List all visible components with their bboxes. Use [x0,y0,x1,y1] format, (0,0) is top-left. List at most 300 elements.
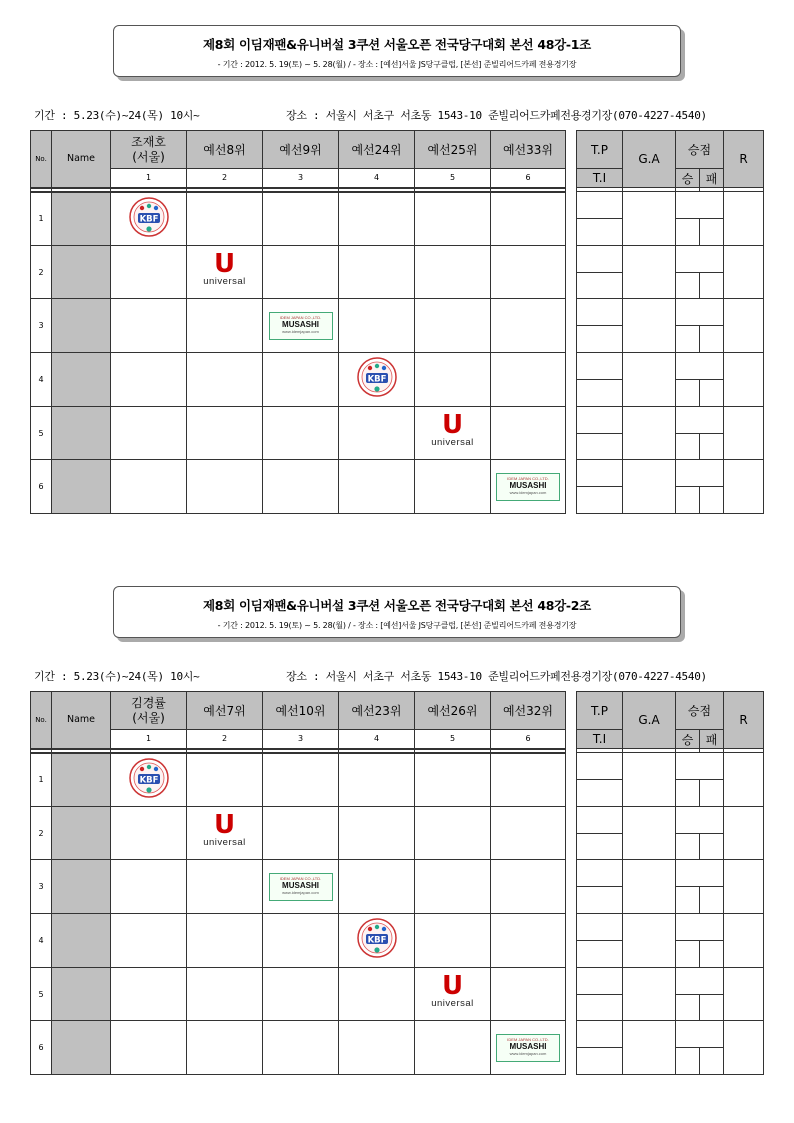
loss-cell[interactable] [700,994,724,1021]
table-row [31,753,566,807]
ga-cell[interactable] [623,299,676,353]
score-cell[interactable] [263,967,339,1021]
score-cell[interactable] [111,1021,187,1075]
tp-cell[interactable] [577,753,623,780]
header-ga: G.A [623,692,676,749]
universal-logo-text: universal [431,998,474,1010]
player-name: 예선33위 [502,143,554,157]
musashi-logo-company: IDEM JAPAN CO.,LTD. [507,475,549,481]
score-cell[interactable] [415,192,491,246]
player-region: (서울) [132,710,165,725]
diagonal-logo-cell [491,1021,566,1075]
score-cell[interactable] [187,299,263,353]
points-cell[interactable] [676,245,724,272]
header-record: 승점 [676,692,724,730]
musashi-logo-company: IDEM JAPAN CO.,LTD. [279,314,322,320]
row-number: 3 [31,860,52,914]
musashi-logo [269,312,333,340]
row-name-cell[interactable] [52,192,111,246]
tp-cell[interactable] [577,806,623,833]
score-cell[interactable] [339,753,415,807]
loss-cell[interactable] [700,833,724,860]
score-cell[interactable] [491,806,566,860]
rank-cell[interactable] [724,860,764,914]
score-cell[interactable] [339,967,415,1021]
row-name-cell[interactable] [52,1021,111,1075]
musashi-logo-text: MUSASHI [509,1041,547,1051]
table-row [31,299,566,353]
score-cell[interactable] [339,192,415,246]
points-cell[interactable] [676,192,724,219]
header-loss: 패 [700,730,724,749]
ga-cell[interactable] [623,245,676,299]
ti-cell[interactable] [577,326,623,353]
player-name: 조재호 [131,134,166,149]
header-player-2 [187,692,263,730]
header-win: 승 [676,169,700,188]
loss-cell[interactable] [700,272,724,299]
loss-cell[interactable] [700,433,724,460]
universal-logo-text: universal [203,276,246,288]
musashi-logo-text: MUSASHI [509,480,547,490]
stats-row [577,299,764,326]
table-row [31,860,566,914]
player-name: 예선26위 [427,704,478,718]
stats-row [577,192,764,219]
kbf-logo-text: KBF [367,374,386,385]
group-title: 제8회 이딤재팬&유니버설 3쿠션 서울오픈 전국당구대회 본선 48강-2조 [203,598,591,613]
row-name-cell[interactable] [52,299,111,353]
header-no: No. [31,692,52,749]
rank-cell[interactable] [724,753,764,807]
score-cell[interactable] [187,192,263,246]
score-cell[interactable] [111,806,187,860]
ga-cell[interactable] [623,460,676,514]
venue-info: 장소 : 서울시 서초구 서초동 1543-10 준빌리어드카페전용경기장(070-4227-4540) [286,109,707,122]
universal-logo-mark: U [441,410,464,441]
player-name: 예선24위 [351,143,402,157]
score-cell[interactable] [415,806,491,860]
tp-cell[interactable] [577,245,623,272]
points-cell[interactable] [676,406,724,433]
venue-info: 장소 : 서울시 서초구 서초동 1543-10 준빌리어드카페전용경기장(070-4227-4540) [286,670,707,683]
player-region: (서울) [132,149,165,164]
loss-cell[interactable] [700,218,724,245]
row-name-cell[interactable] [52,406,111,460]
stats-row [577,460,764,487]
universal-logo-mark: U [213,810,236,841]
score-cell[interactable] [187,406,263,460]
diagonal-logo-cell [187,806,263,860]
header-ga: G.A [623,131,676,188]
points-cell[interactable] [676,353,724,380]
row-number: 5 [31,967,52,1021]
score-cell[interactable] [415,245,491,299]
player-name: 예선7위 [203,704,246,718]
universal-logo [423,410,483,453]
stats-row [577,860,764,887]
musashi-logo-text: MUSASHI [282,880,319,890]
row-name-cell[interactable] [52,806,111,860]
score-cell[interactable] [187,967,263,1021]
table-row [31,353,566,407]
row-name-cell[interactable] [52,753,111,807]
loss-cell[interactable] [700,887,724,914]
header-number-1: 1 [111,730,187,749]
points-cell[interactable] [676,460,724,487]
points-cell[interactable] [676,860,724,887]
ti-cell[interactable] [577,433,623,460]
loss-cell[interactable] [700,487,724,514]
tp-cell[interactable] [577,1021,623,1048]
score-cell[interactable] [491,406,566,460]
player-name: 예선32위 [502,704,554,718]
period-info: 기간 : 5.23(수)~24(목) 10시~ [34,109,200,122]
ga-cell[interactable] [623,1021,676,1075]
header-name: Name [52,692,111,749]
header-number-3: 3 [263,730,339,749]
diagonal-logo-cell [339,353,415,407]
score-cell[interactable] [339,860,415,914]
score-cell[interactable] [187,914,263,968]
table-row [31,914,566,968]
header-number-1: 1 [111,169,187,188]
score-cell[interactable] [339,245,415,299]
kbf-logo-icon [357,357,397,397]
win-cell[interactable] [676,272,700,299]
score-cell[interactable] [491,192,566,246]
diagonal-logo-cell [415,967,491,1021]
diagonal-logo-cell [491,460,566,514]
header-player-5 [415,692,491,730]
score-cell[interactable] [339,806,415,860]
header-player-6 [491,692,566,730]
diagonal-logo-cell [263,299,339,353]
stats-row [577,753,764,780]
ti-cell[interactable] [577,940,623,967]
rank-cell[interactable] [724,1021,764,1075]
score-cell[interactable] [263,353,339,407]
ga-cell[interactable] [623,406,676,460]
header-win: 승 [676,730,700,749]
win-cell[interactable] [676,487,700,514]
universal-logo [195,810,255,853]
points-cell[interactable] [676,753,724,780]
ti-cell[interactable] [577,1048,623,1075]
score-cell[interactable] [491,860,566,914]
rank-cell[interactable] [724,299,764,353]
stats-grid [576,691,764,1075]
row-number: 4 [31,353,52,407]
score-cell[interactable] [263,753,339,807]
stats-row [577,806,764,833]
match-grid [30,691,566,1075]
header-player-3 [263,692,339,730]
diagonal-logo-cell [339,914,415,968]
score-cell[interactable] [415,460,491,514]
ga-cell[interactable] [623,353,676,407]
header-player-3 [263,131,339,169]
rank-cell[interactable] [724,406,764,460]
header-player-6 [491,131,566,169]
ti-cell[interactable] [577,487,623,514]
row-number: 3 [31,299,52,353]
row-number: 4 [31,914,52,968]
header-number-2: 2 [187,730,263,749]
header-player-4 [339,692,415,730]
tp-cell[interactable] [577,860,623,887]
ga-cell[interactable] [623,753,676,807]
score-cell[interactable] [111,460,187,514]
header-player-1 [111,692,187,730]
kbf-logo-text: KBF [139,775,158,786]
rank-cell[interactable] [724,353,764,407]
win-cell[interactable] [676,326,700,353]
row-number: 6 [31,1021,52,1075]
table-row [31,192,566,246]
win-cell[interactable] [676,833,700,860]
score-cell[interactable] [491,914,566,968]
score-cell[interactable] [187,753,263,807]
score-cell[interactable] [339,1021,415,1075]
tp-cell[interactable] [577,967,623,994]
score-cell[interactable] [339,406,415,460]
loss-cell[interactable] [700,1048,724,1075]
score-cell[interactable] [263,192,339,246]
score-cell[interactable] [263,1021,339,1075]
points-cell[interactable] [676,806,724,833]
group-subtitle: - 기간 : 2012. 5. 19(토) ~ 5. 28(월) / - 장소 : [예선]서울 JS당구클럽, [본선] 준빌리어드카페 전용경기장 [217,60,577,69]
ga-cell[interactable] [623,806,676,860]
ga-cell[interactable] [623,192,676,246]
win-cell[interactable] [676,940,700,967]
period-info: 기간 : 5.23(수)~24(목) 10시~ [34,670,200,683]
points-cell[interactable] [676,299,724,326]
table-row [31,460,566,514]
score-cell[interactable] [187,460,263,514]
header-player-4 [339,131,415,169]
diagonal-logo-cell [111,192,187,246]
match-grid [30,130,566,514]
musashi-logo [269,873,333,901]
ti-cell[interactable] [577,833,623,860]
score-cell[interactable] [111,914,187,968]
table-row [31,806,566,860]
ga-cell[interactable] [623,914,676,968]
tp-cell[interactable] [577,406,623,433]
rank-cell[interactable] [724,914,764,968]
rank-cell[interactable] [724,460,764,514]
header-ti: T.I [577,730,623,749]
score-cell[interactable] [111,245,187,299]
table-row [31,406,566,460]
player-name: 예선23위 [351,704,402,718]
score-cell[interactable] [339,460,415,514]
score-cell[interactable] [491,753,566,807]
musashi-logo-company: IDEM JAPAN CO.,LTD. [507,1036,549,1042]
header-number-3: 3 [263,169,339,188]
score-cell[interactable] [111,353,187,407]
win-cell[interactable] [676,994,700,1021]
ti-cell[interactable] [577,218,623,245]
diagonal-logo-cell [263,860,339,914]
musashi-logo-text: MUSASHI [282,319,319,329]
musashi-logo-company: IDEM JAPAN CO.,LTD. [279,875,322,881]
stats-row [577,245,764,272]
header-rank: R [724,692,764,749]
table-row [31,1021,566,1075]
score-cell[interactable] [187,1021,263,1075]
loss-cell[interactable] [700,779,724,806]
header-rank: R [724,131,764,188]
points-cell[interactable] [676,914,724,941]
score-cell[interactable] [263,806,339,860]
win-cell[interactable] [676,379,700,406]
row-name-cell[interactable] [52,967,111,1021]
stats-row [577,967,764,994]
score-cell[interactable] [111,860,187,914]
score-cell[interactable] [111,967,187,1021]
ti-cell[interactable] [577,994,623,1021]
universal-logo-text: universal [431,437,474,449]
rank-cell[interactable] [724,245,764,299]
tp-cell[interactable] [577,299,623,326]
loss-cell[interactable] [700,326,724,353]
ti-cell[interactable] [577,272,623,299]
title-box [113,25,681,77]
score-cell[interactable] [111,406,187,460]
score-cell[interactable] [491,967,566,1021]
ti-cell[interactable] [577,379,623,406]
kbf-logo-text: KBF [139,214,158,225]
table-row [31,245,566,299]
diagonal-logo-cell [187,245,263,299]
loss-cell[interactable] [700,940,724,967]
kbf-logo-icon [129,197,169,237]
stats-row [577,406,764,433]
ga-cell[interactable] [623,967,676,1021]
universal-logo [195,249,255,292]
diagonal-logo-cell [111,753,187,807]
score-cell[interactable] [415,299,491,353]
universal-logo-mark: U [213,249,236,280]
score-cell[interactable] [187,353,263,407]
musashi-logo-url: www.idemjapan.com [282,889,319,895]
header-record: 승점 [676,131,724,169]
kbf-logo-icon [129,758,169,798]
tp-cell[interactable] [577,353,623,380]
points-cell[interactable] [676,967,724,994]
tp-cell[interactable] [577,460,623,487]
header-number-6: 6 [491,730,566,749]
header-player-5 [415,131,491,169]
row-name-cell[interactable] [52,460,111,514]
table-row [31,967,566,1021]
win-cell[interactable] [676,887,700,914]
row-name-cell[interactable] [52,860,111,914]
player-name: 예선8위 [203,143,246,157]
rank-cell[interactable] [724,192,764,246]
score-cell[interactable] [415,860,491,914]
points-cell[interactable] [676,1021,724,1048]
win-cell[interactable] [676,779,700,806]
score-cell[interactable] [415,914,491,968]
player-name: 예선9위 [279,143,322,157]
header-number-5: 5 [415,169,491,188]
score-cell[interactable] [415,753,491,807]
title-box [113,586,681,638]
row-number: 1 [31,192,52,246]
universal-logo-mark: U [441,971,464,1002]
row-name-cell[interactable] [52,914,111,968]
header-player-2 [187,131,263,169]
player-name: 예선25위 [427,143,478,157]
kbf-logo-icon [357,918,397,958]
player-name: 예선10위 [275,704,326,718]
row-number: 2 [31,806,52,860]
musashi-logo-url: www.idemjapan.com [282,328,319,334]
header-ti: T.I [577,169,623,188]
score-cell[interactable] [491,353,566,407]
stats-row [577,914,764,941]
score-cell[interactable] [491,299,566,353]
row-name-cell[interactable] [52,245,111,299]
universal-logo-text: universal [203,837,246,849]
header-tp: T.P [577,692,623,730]
rank-cell[interactable] [724,967,764,1021]
row-name-cell[interactable] [52,353,111,407]
score-cell[interactable] [263,914,339,968]
score-cell[interactable] [263,406,339,460]
row-number: 2 [31,245,52,299]
win-cell[interactable] [676,218,700,245]
rank-cell[interactable] [724,806,764,860]
header-number-5: 5 [415,730,491,749]
header-number-4: 4 [339,169,415,188]
header-name: Name [52,131,111,188]
diagonal-logo-cell [415,406,491,460]
row-number: 6 [31,460,52,514]
musashi-logo-url: www.idemjapan.com [509,489,547,495]
header-number-6: 6 [491,169,566,188]
header-number-4: 4 [339,730,415,749]
score-cell[interactable] [491,245,566,299]
header-no: No. [31,131,52,188]
loss-cell[interactable] [700,379,724,406]
stats-row [577,353,764,380]
score-cell[interactable] [111,299,187,353]
universal-logo [423,971,483,1014]
score-cell[interactable] [339,299,415,353]
score-cell[interactable] [415,353,491,407]
ti-cell[interactable] [577,779,623,806]
group-subtitle: - 기간 : 2012. 5. 19(토) ~ 5. 28(월) / - 장소 : [예선]서울 JS당구클럽, [본선] 준빌리어드카페 전용경기장 [217,621,577,630]
header-number-2: 2 [187,169,263,188]
musashi-logo [496,1034,560,1062]
ga-cell[interactable] [623,860,676,914]
score-cell[interactable] [415,1021,491,1075]
tp-cell[interactable] [577,192,623,219]
tp-cell[interactable] [577,914,623,941]
score-cell[interactable] [263,245,339,299]
ti-cell[interactable] [577,887,623,914]
win-cell[interactable] [676,1048,700,1075]
win-cell[interactable] [676,433,700,460]
musashi-logo [496,473,560,501]
score-cell[interactable] [187,860,263,914]
score-cell[interactable] [263,460,339,514]
row-number: 5 [31,406,52,460]
